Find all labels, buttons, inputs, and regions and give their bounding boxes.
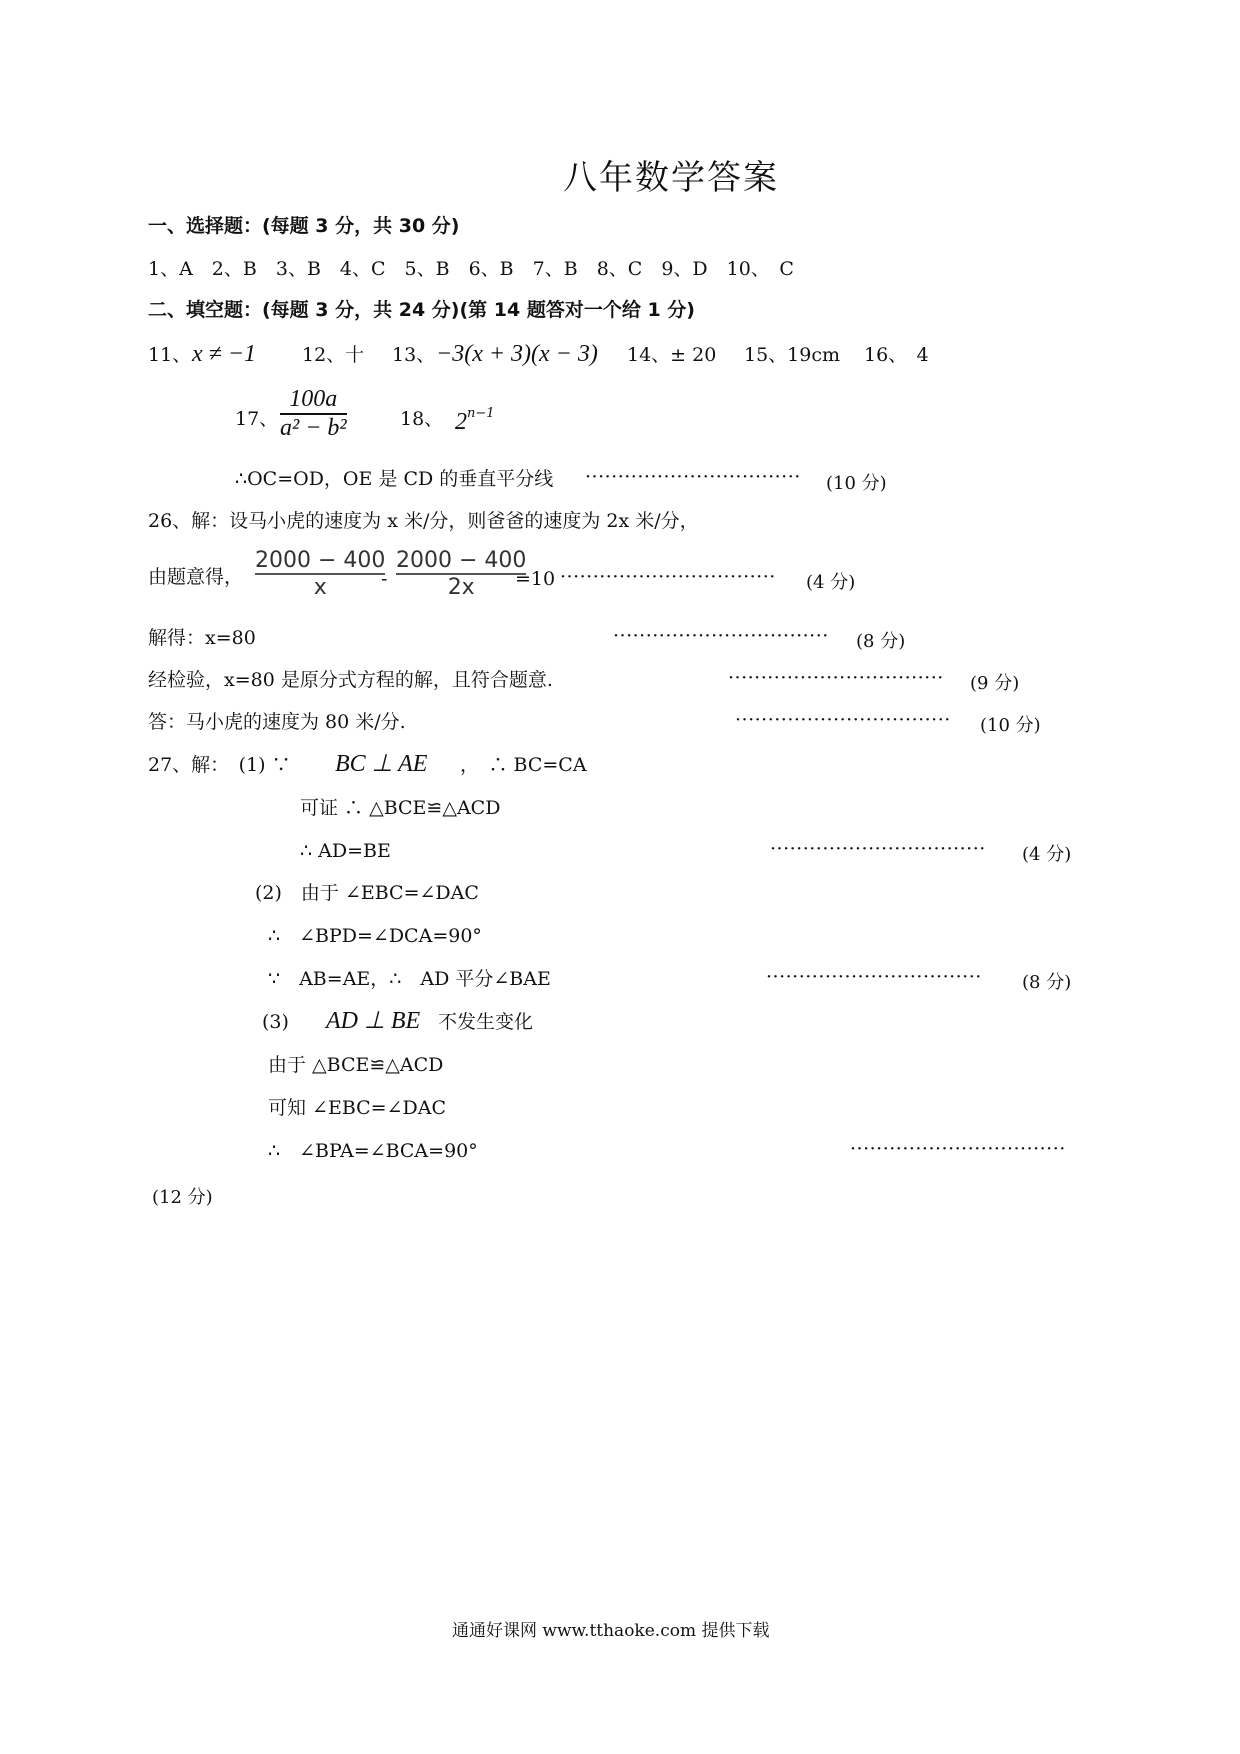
q18-base: 2 xyxy=(455,409,467,435)
leader-dots: ································· xyxy=(770,838,986,860)
leader-dots: ································· xyxy=(735,709,951,731)
q26-equation-label: 由题意得， xyxy=(148,566,244,588)
equation-rhs: =10 xyxy=(515,568,556,590)
q13-number: 13、 xyxy=(392,344,436,366)
q26-check: 经检验，x=80 是原分式方程的解，且符合题意. xyxy=(148,669,553,691)
q15-answer: 15、19cm xyxy=(744,344,841,366)
section-2-heading: 二、填空题：(每题 3 分，共 24 分)(第 14 题答对一个给 1 分) xyxy=(148,299,695,321)
leader-dots: ································· xyxy=(585,466,801,488)
q13-answer: −3(x + 3)(x − 3) xyxy=(436,341,598,367)
perpendicular-bisector-line: ∴OC=OD，OE 是 CD 的垂直平分线 xyxy=(235,468,554,490)
q12-answer: 12、十 xyxy=(302,344,365,366)
score-mark: (4 分) xyxy=(1022,844,1072,865)
q27-part2-line1: (2) 由于 ∠EBC=∠DAC xyxy=(255,882,479,904)
page-footer: 通通好课网 www.tthaoke.com 提供下载 xyxy=(452,1621,770,1641)
score-mark: (10 分) xyxy=(980,715,1041,736)
q16-answer: 16、 4 xyxy=(864,344,929,366)
q27-part1-line3: ∴ AD=BE xyxy=(300,840,391,862)
leader-dots: ································· xyxy=(850,1138,1066,1160)
q11-answer: x ≠ −1 xyxy=(192,341,257,367)
q17-number: 17、 xyxy=(235,408,279,430)
fraction-2-numerator: 2000 − 400 xyxy=(396,548,527,573)
leader-dots: ································· xyxy=(766,966,982,988)
q27-part3-line4: ∴ ∠BPA=∠BCA=90° xyxy=(268,1140,478,1162)
leader-dots: ································· xyxy=(613,625,829,647)
q27-part3-tail: 不发生变化 xyxy=(438,1011,534,1033)
q26-solve: 解得：x=80 xyxy=(148,627,256,649)
q11-number: 11、 xyxy=(148,344,192,366)
q27-part1-line2: 可证 ∴ △BCE≌△ACD xyxy=(300,797,501,819)
section-1-heading: 一、选择题：(每题 3 分，共 30 分) xyxy=(148,215,460,237)
q17-denominator: a² − b² xyxy=(280,415,347,441)
choice-answers: 1、A 2、B 3、B 4、C 5、B 6、B 7、B 8、C 9、D 10、 C xyxy=(148,258,794,280)
score-mark: (4 分) xyxy=(806,572,856,593)
leader-dots: ································· xyxy=(560,566,776,588)
q26-fraction-2 xyxy=(396,548,526,600)
q27-part3-label: (3) xyxy=(262,1011,289,1033)
fraction-1-denominator: x xyxy=(313,575,327,600)
q27-part2-line3: ∵ AB=AE，∴ AD 平分∠BAE xyxy=(268,968,551,990)
q26-answer: 答：马小虎的速度为 80 米/分. xyxy=(148,711,406,733)
fraction-2-denominator: 2x xyxy=(447,575,475,600)
q27-part3-line3: 可知 ∠EBC=∠DAC xyxy=(268,1097,447,1119)
page-title: 八年数学答案 xyxy=(563,158,779,198)
q18-exponent: n−1 xyxy=(467,406,495,421)
q27-part1-math: BC ⊥ AE xyxy=(335,751,428,777)
q14-answer: 14、± 20 xyxy=(627,344,717,366)
q26-fraction-1 xyxy=(255,548,388,600)
q18-number: 18、 xyxy=(400,408,444,430)
q26-intro: 26、解：设马小虎的速度为 x 米/分，则爸爸的速度为 2x 米/分， xyxy=(148,510,699,532)
q27-part1-tail: ， ∴ BC=CA xyxy=(460,754,587,776)
fraction-1-numerator: 2000 − 400 xyxy=(255,548,386,573)
q27-part3-math: AD ⊥ BE xyxy=(326,1008,421,1034)
q18-answer xyxy=(455,406,495,437)
score-mark: (10 分) xyxy=(826,473,887,494)
leader-dots: ································· xyxy=(728,667,944,689)
q27-part1-label: 27、解： (1) ∵ xyxy=(148,754,291,776)
score-mark: (9 分) xyxy=(970,673,1020,694)
score-mark: (8 分) xyxy=(1022,972,1072,993)
q27-part2-line2: ∴ ∠BPD=∠DCA=90° xyxy=(268,925,482,947)
minus-sign: - xyxy=(381,568,388,590)
score-mark: (12 分) xyxy=(152,1187,213,1208)
q17-numerator: 100a xyxy=(289,386,338,412)
score-mark: (8 分) xyxy=(856,631,906,652)
q27-part3-line2: 由于 △BCE≌△ACD xyxy=(268,1054,444,1076)
q17-fraction xyxy=(280,386,347,442)
